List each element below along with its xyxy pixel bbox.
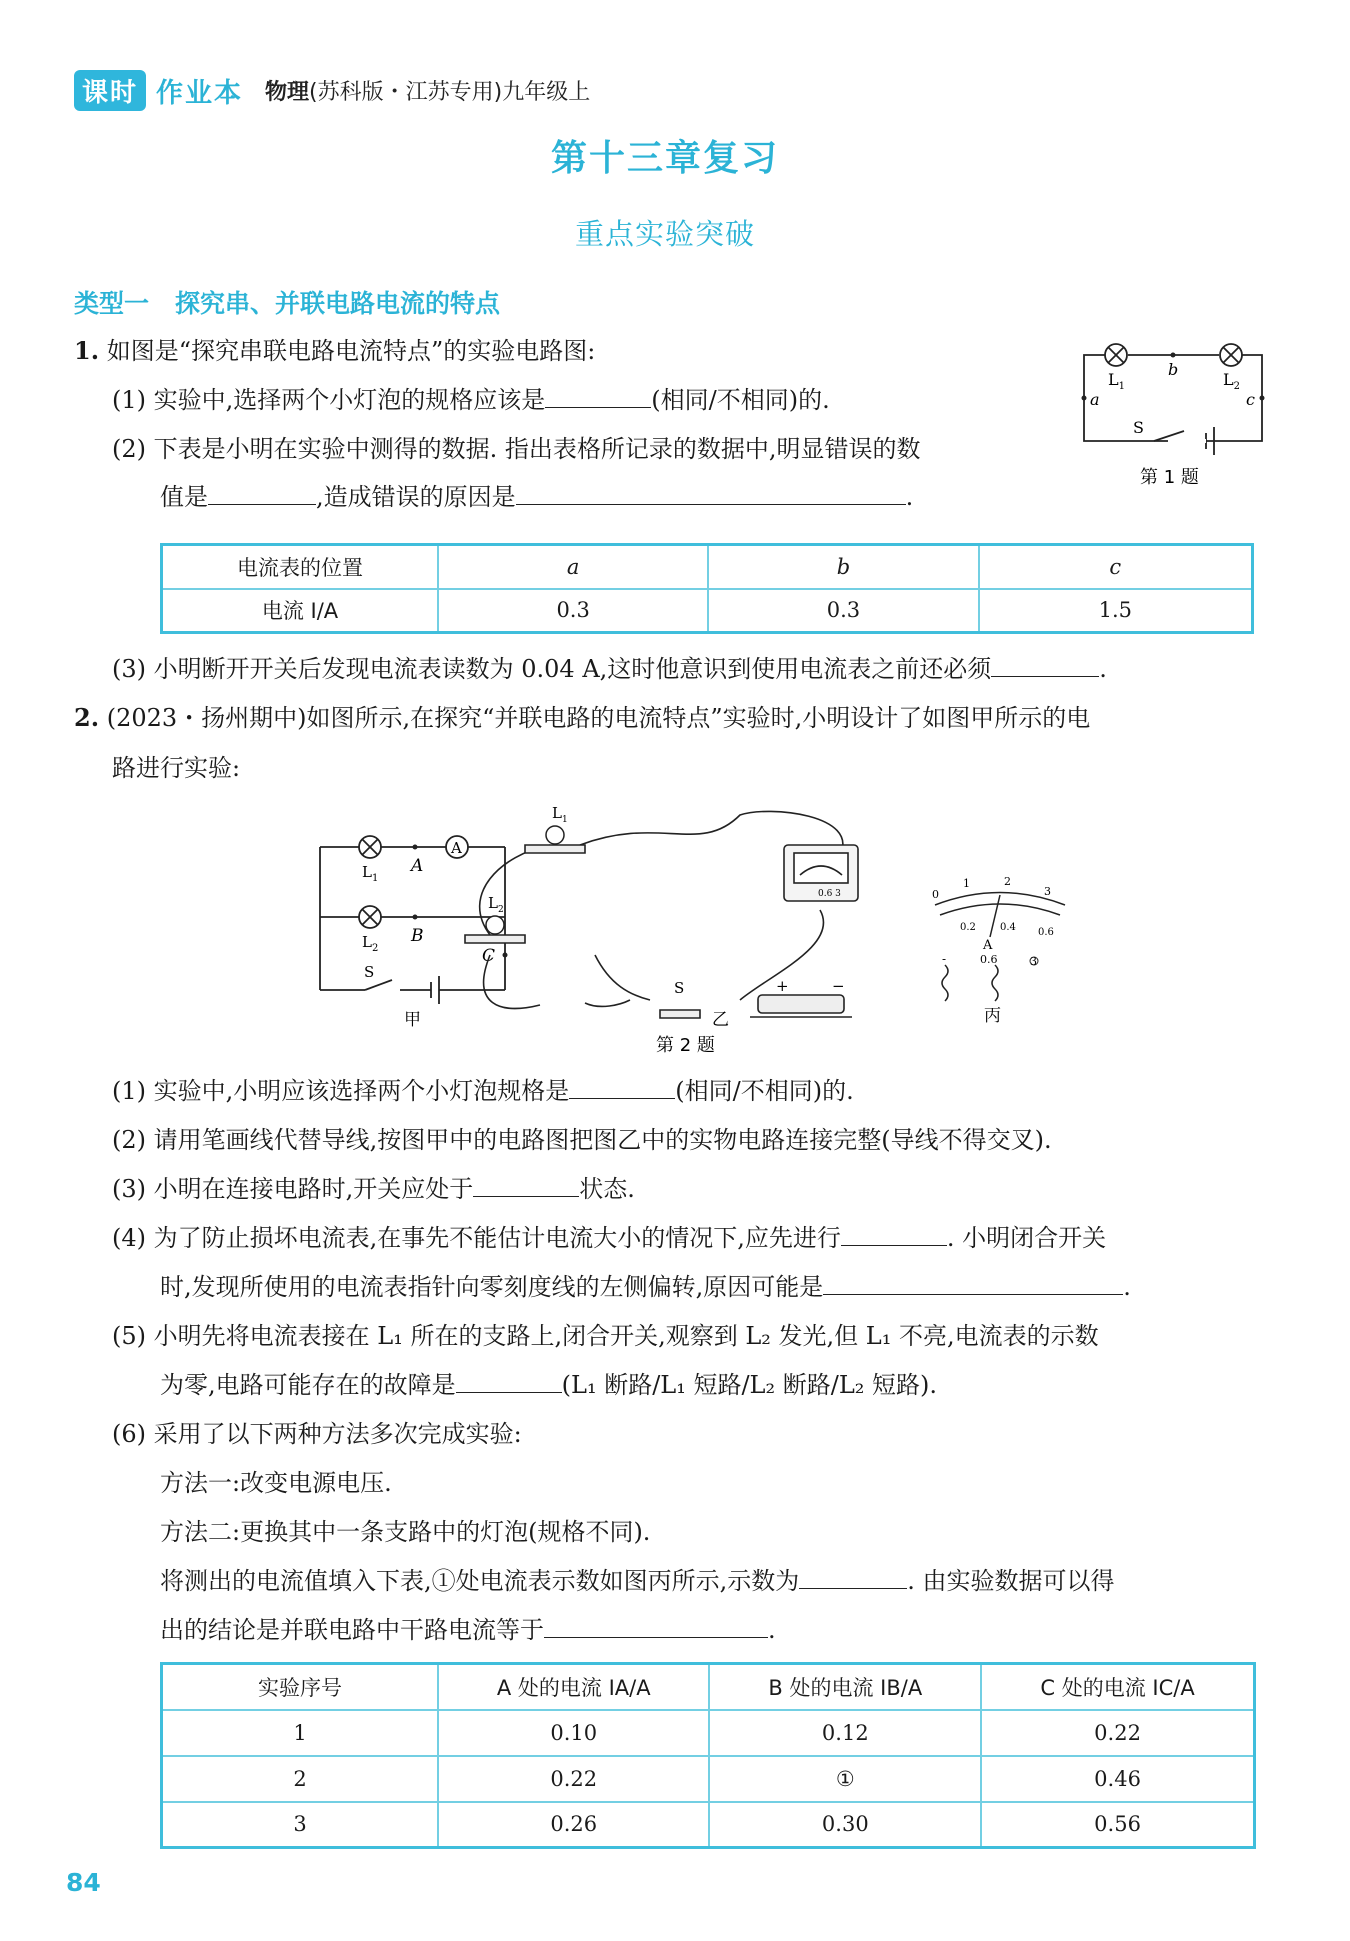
q1-figure-caption: 第 1 题	[1140, 467, 1199, 488]
q2-table-header: A 处的电流 IA/A	[438, 1664, 709, 1710]
q1-blank3[interactable]	[516, 482, 906, 505]
q1-label-c: c	[1246, 390, 1255, 409]
q1-part2-line1: (2) 下表是小明在实验中测得的数据. 指出表格所记录的数据中,明显错误的数	[112, 435, 921, 463]
book-subject: 物理(苏科版・江苏专用)九年级上	[265, 79, 591, 105]
q2-label-C: C	[482, 946, 496, 966]
q2-table-header: 实验序号	[162, 1664, 439, 1710]
q2-label-B: B	[411, 926, 424, 946]
q2-battery-plus: +	[776, 977, 789, 995]
q2-table-cell: 3	[162, 1802, 439, 1848]
q2-part6-line5: 出的结论是并联电路中干路电流等于 .	[160, 1616, 776, 1644]
q2-part1: (1) 实验中,小明应该选择两个小灯泡规格是 (相同/不相同)的.	[112, 1077, 854, 1105]
q2-blank4[interactable]	[823, 1272, 1123, 1295]
q2-part2: (2) 请用笔画线代替导线,按图甲中的电路图把图乙中的实物电路连接完整(导线不得交叉).	[112, 1126, 1052, 1154]
q2-blank7[interactable]	[544, 1615, 768, 1638]
q1-blank4[interactable]	[991, 654, 1099, 677]
q2-label-bing: 丙	[984, 1006, 1001, 1026]
q2-table-cell: ①	[709, 1756, 981, 1802]
q2-stem-line2: 路进行实验:	[112, 754, 241, 782]
page-number: 84	[66, 1868, 101, 1897]
q1-part1: (1) 实验中,选择两个小灯泡的规格应该是 (相同/不相同)的.	[112, 386, 830, 414]
table-row	[162, 1756, 1255, 1802]
q2-yi-L2: $L_2$	[488, 894, 504, 915]
q2-dial-term-neg: -	[942, 952, 947, 966]
q2-table-header: C 处的电流 IC/A	[981, 1664, 1254, 1710]
q2-figure-caption: 第 2 题	[656, 1035, 715, 1056]
q2-meter-face: 0.6 3	[818, 889, 841, 899]
q2-method1: 方法一:改变电源电压.	[160, 1469, 392, 1497]
q1-table-row-label: 电流 I/A	[162, 589, 439, 633]
q1-part2-line2: 值是 ,造成错误的原因是 .	[160, 483, 914, 511]
q2-jia-L1: $L_1$	[362, 863, 379, 884]
q1-table-cell: 0.3	[438, 589, 708, 633]
q2-part3: (3) 小明在连接电路时,开关应处于 状态.	[112, 1175, 635, 1203]
table-row	[162, 1710, 1255, 1756]
q2-table-cell: 0.26	[438, 1802, 709, 1848]
q1-label-b: b	[1168, 360, 1179, 379]
q2-figure	[300, 795, 1080, 1065]
header-brand	[74, 68, 590, 112]
q2-table-cell: 0.30	[709, 1802, 981, 1848]
q2-table-cell: 0.22	[981, 1710, 1254, 1756]
q1-label-L1: $L_1$	[1108, 370, 1125, 392]
q2-dial-top-0: 0	[932, 888, 939, 901]
q2-dial-bottom-0: 0.2	[960, 922, 976, 933]
q2-dial-unit: A	[983, 938, 993, 953]
q2-table-cell: 0.22	[438, 1756, 709, 1802]
q2-yi-S: S	[674, 979, 685, 997]
q1-blank2[interactable]	[208, 482, 316, 505]
q2-table	[160, 1662, 1256, 1849]
q1-stem: 1. 如图是“探究串联电路电流特点”的实验电路图:	[74, 336, 596, 365]
q2-blank6[interactable]	[799, 1566, 907, 1589]
q1-table-header: a	[438, 545, 708, 589]
q2-label-jia: 甲	[404, 1010, 421, 1030]
q2-stem-line1: 2. (2023・扬州期中)如图所示,在探究“并联电路的电流特点”实验时,小明设计了如图甲所示的电	[74, 703, 1091, 732]
q1-table-header: b	[708, 545, 978, 589]
q2-method2: 方法二:更换其中一条支路中的灯泡(规格不同).	[160, 1518, 651, 1546]
q2-yi-L1: $L_1$	[552, 804, 568, 825]
table-row	[162, 1802, 1255, 1848]
q2-table-header: B 处的电流 IB/A	[709, 1664, 981, 1710]
q2-physical-yi	[465, 811, 858, 1018]
q1-blank1[interactable]	[545, 385, 651, 408]
q1-part3: (3) 小明断开开关后发现电流表读数为 0.04 A,这时他意识到使用电流表之前还必须 .	[112, 655, 1107, 683]
q2-dial-top-3: 3	[1044, 885, 1051, 898]
q1-label-L2: $L_2$	[1223, 370, 1240, 392]
q2-blank2[interactable]	[473, 1174, 579, 1197]
chapter-title: 第十三章复习	[550, 137, 779, 179]
q2-label-yi: 乙	[712, 1010, 729, 1030]
q1-table-cell: 1.5	[979, 589, 1253, 633]
q2-table-cell: 0.46	[981, 1756, 1254, 1802]
q1-label-S: S	[1133, 418, 1144, 437]
q2-dial-top-2: 2	[1004, 875, 1011, 888]
q2-jia-L2: $L_2$	[362, 933, 379, 954]
q2-table-cell: 0.12	[709, 1710, 981, 1756]
q1-label-a: a	[1090, 390, 1100, 409]
q2-table-cell: 0.56	[981, 1802, 1254, 1848]
brand-logo: 课时	[74, 70, 146, 111]
q2-label-A: A	[411, 856, 424, 876]
q1-table-header: c	[979, 545, 1253, 589]
q2-table-cell: 2	[162, 1756, 439, 1802]
q2-table-cell: 0.10	[438, 1710, 709, 1756]
q2-table-cell: 1	[162, 1710, 439, 1756]
q2-part6: (6) 采用了以下两种方法多次完成实验:	[112, 1420, 522, 1448]
q2-blank5[interactable]	[456, 1370, 562, 1393]
q2-dial-term-3: 3	[1030, 955, 1037, 968]
q2-dial-top-1: 1	[963, 877, 970, 890]
q1-table	[160, 543, 1254, 634]
q2-part4-line2: 时,发现所使用的电流表指针向零刻度线的左侧偏转,原因可能是 .	[160, 1273, 1131, 1301]
q2-part5-line1: (5) 小明先将电流表接在 L₁ 所在的支路上,闭合开关,观察到 L₂ 发光,但 L₁ 不亮,电流表的示数	[112, 1322, 1099, 1350]
section-title: 重点实验突破	[574, 217, 755, 251]
q1-table-cell: 0.3	[708, 589, 978, 633]
type-title: 类型一 探究串、并联电路电流的特点	[74, 289, 501, 318]
q2-part6-line4: 将测出的电流值填入下表,①处电流表示数如图丙所示,示数为 . 由实验数据可以得	[160, 1567, 1115, 1595]
q1-circuit-figure	[1076, 335, 1270, 493]
q2-battery-minus: −	[832, 977, 845, 995]
q2-part4-line1: (4) 为了防止损坏电流表,在事先不能估计电流大小的情况下,应先进行 . 小明闭合开关	[112, 1224, 1107, 1252]
q2-part5-line2: 为零,电路可能存在的故障是 (L₁ 断路/L₁ 短路/L₂ 断路/L₂ 短路).	[160, 1371, 938, 1399]
q2-dial-bottom-1: 0.4	[1000, 922, 1016, 933]
q2-dial-bing	[935, 893, 1065, 1002]
q1-table-header: 电流表的位置	[162, 545, 439, 589]
q2-ammeter-symbol: A	[451, 839, 462, 857]
brand-name: 作业本	[156, 77, 244, 109]
q2-jia-S: S	[364, 963, 375, 981]
q2-dial-term-06: 0.6	[980, 953, 998, 966]
q2-blank3[interactable]	[841, 1223, 947, 1246]
q2-dial-bottom-2: 0.6	[1038, 927, 1054, 938]
q2-blank1[interactable]	[569, 1076, 675, 1099]
